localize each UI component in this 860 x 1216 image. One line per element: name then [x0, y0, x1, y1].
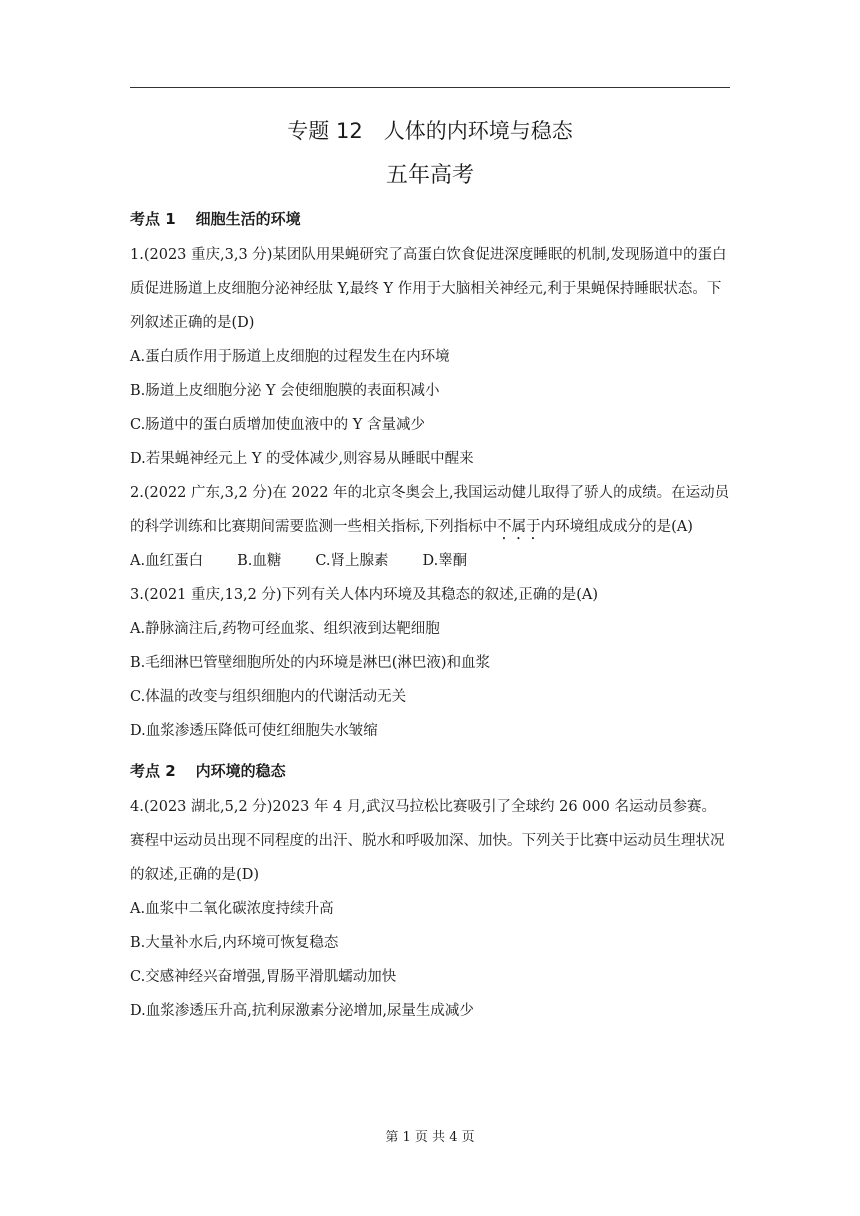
section-name: 内环境的稳态: [195, 762, 286, 780]
option-d: D.血浆渗透压升高,抗利尿激素分泌增加,尿量生成减少: [130, 1003, 474, 1019]
option-c: C.交感神经兴奋增强,胃肠平滑肌蠕动加快: [130, 969, 397, 985]
option-c: C.体温的改变与组织细胞内的代谢活动无关: [130, 689, 407, 705]
section-heading-2: [130, 756, 730, 786]
option-b: B.毛细淋巴管壁细胞所处的内环境是淋巴(淋巴液)和血浆: [130, 655, 491, 671]
section-name: 细胞生活的环境: [195, 210, 301, 228]
option-a: A.血浆中二氧化碳浓度持续升高: [130, 901, 334, 917]
option-d: D.若果蝇神经元上 Y 的受体减少,则容易从睡眠中醒来: [130, 451, 474, 467]
question-stem: 1.(2023 重庆,3,3 分)某团队用果蝇研究了高蛋白饮食促进深度睡眠的机制,发现肠道中的蛋白质促进肠道上皮细胞分泌神经肽 Y,最终 Y 作用于大脑相关神经元,利于果蝇保持睡眠状态。下列叙述正确的是(D): [130, 247, 727, 331]
question-stem: 3.(2021 重庆,13,2 分)下列有关人体内环境及其稳态的叙述,正确的是(A): [130, 587, 599, 603]
option-d: D.血浆渗透压降低可使红细胞失水皱缩: [130, 723, 378, 739]
page-subtitle: 五年高考: [385, 163, 474, 188]
option-a: A.静脉滴注后,药物可经血浆、组织液到达靶细胞: [130, 621, 440, 637]
section-number: 考点 1: [130, 210, 176, 228]
option-d: D.睾酮: [422, 553, 468, 569]
page-title: 专题 12 人体的内环境与稳态: [287, 119, 573, 143]
question-2: [130, 476, 730, 578]
document-body: [130, 204, 730, 1028]
question-1: [130, 238, 730, 476]
question-stem: 4.(2023 湖北,5,2 分)2023 年 4 月,武汉马拉松比赛吸引了全球约 26 000 名运动员参赛。赛程中运动员出现不同程度的出汗、脱水和呼吸加深、加快。下列关于比赛中运动员生理状况的叙述,正确的是(D): [130, 799, 725, 883]
option-b: B.血糖: [237, 553, 282, 569]
stem-text: 2.(2022 广东,3,2 分)在 2022 年的北京冬奥会上,我国运动健儿取得了骄人的成绩。在运动员的科学训练和比赛期间需要监测一些相关指标,下列指标中: [130, 485, 730, 535]
stem-text: 内环境组成成分的是(A): [540, 519, 693, 535]
question-4: [130, 790, 730, 1028]
option-a: A.蛋白质作用于肠道上皮细胞的过程发生在内环境: [130, 349, 450, 365]
section-number: 考点 2: [130, 762, 176, 780]
options-row: [130, 544, 730, 578]
header-rule: [130, 87, 730, 88]
question-3: [130, 578, 730, 748]
option-b: B.肠道上皮细胞分泌 Y 会使细胞膜的表面积减小: [130, 383, 440, 399]
question-stem: [130, 476, 730, 544]
option-a: A.血红蛋白: [130, 553, 204, 569]
option-c: C.肾上腺素: [315, 553, 389, 569]
page-footer: 第 1 页 共 4 页: [385, 1130, 475, 1145]
stem-emphasis: 不属于: [497, 519, 541, 535]
option-b: B.大量补水后,内环境可恢复稳态: [130, 935, 339, 951]
section-heading-1: [130, 204, 730, 234]
option-c: C.肠道中的蛋白质增加使血液中的 Y 含量减少: [130, 417, 425, 433]
